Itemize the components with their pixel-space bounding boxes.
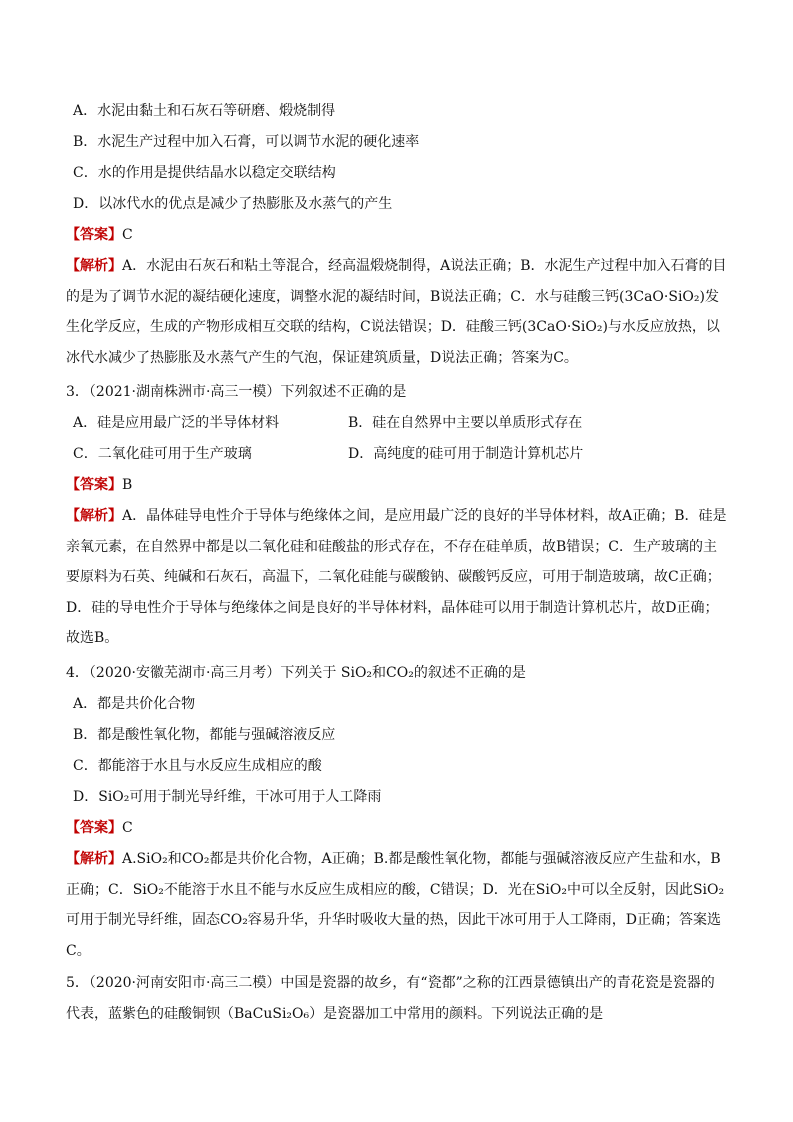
q2-answer-line bbox=[66, 225, 726, 245]
q2-option-d: D．以冰代水的优点是减少了热膨胀及水蒸气的产生 bbox=[73, 196, 393, 212]
q3-option-a: A．硅是应用最广泛的半导体材料 bbox=[73, 415, 280, 431]
q3-analysis-text: A．晶体硅导电性介于导体与绝缘体之间，是应用最广泛的良好的半导体材料，故A正确；B．硅是亲氧元素，在自然界中都是以二氧化硅和硅酸盐的形式存在，不存在硅单质，故B错误；C．生产玻璃的主要原料为石英、纯碱和石灰石，高温下，二氧化硅能与碳酸钠、碳酸钙反应，可用于制造玻璃，故C正确；D．硅的导电性介于导体与绝缘体之间是良好的半导体材料，晶体硅可以用于制造计算机芯片，故D正确；故选B。 bbox=[66, 508, 727, 646]
q4-option-c: C．都能溶于水且与水反应生成相应的酸 bbox=[73, 758, 322, 774]
q4-answer-line bbox=[66, 818, 726, 838]
analysis-tag: 【解析】 bbox=[66, 258, 122, 274]
answer-tag: 【答案】 bbox=[66, 477, 122, 493]
q3-option-d: D．高纯度的硅可用于制造计算机芯片 bbox=[348, 446, 584, 462]
answer-tag: 【答案】 bbox=[66, 227, 122, 243]
q2-analysis-text: A．水泥由石灰石和粘土等混合，经高温煅烧制得，A说法正确；B．水泥生产过程中加入石膏的目的是为了调节水泥的凝结硬化速度，调整水泥的凝结时间，B说法正确；C．水与硅酸三钙(3CaO·SiO₂)发生化学反应，生成的产物形成相互交联的结构，C说法错误；D．硅酸三钙(3CaO·SiO₂)与水反应放热，以冰代水减少了热膨胀及水蒸气产生的气泡，保证建筑质量，D说法正确；答案为C。 bbox=[66, 258, 727, 366]
q2-option-b: B．水泥生产过程中加入石膏，可以调节水泥的硬化速率 bbox=[73, 134, 420, 150]
q4-analysis-text: A.SiO₂和CO₂都是共价化合物，A正确；B.都是酸性氧化物，都能与强碱溶液反应产生盐和水，B正确；C．SiO₂不能溶于水且不能与水反应生成相应的酸，C错误；D．光在SiO₂中可以全反射，因此SiO₂可用于制光导纤维，固态CO₂容易升华，升华时吸收大量的热，因此干冰可用于人工降雨，D正确；答案选C。 bbox=[66, 851, 725, 959]
q2-analysis bbox=[66, 251, 728, 373]
q3-option-b: B．硅在自然界中主要以单质形式存在 bbox=[348, 415, 583, 431]
answer-tag: 【答案】 bbox=[66, 820, 122, 836]
analysis-tag: 【解析】 bbox=[66, 851, 122, 867]
analysis-tag: 【解析】 bbox=[66, 508, 122, 524]
q4-option-d: D．SiO₂可用于制光导纤维，干冰可用于人工降雨 bbox=[73, 789, 382, 805]
q3-analysis bbox=[66, 501, 728, 654]
q2-option-a: A．水泥由黏土和石灰石等研磨、煅烧制得 bbox=[73, 103, 336, 119]
q4-answer: C bbox=[122, 820, 133, 836]
q3-answer: B bbox=[122, 477, 133, 493]
q3-answer-line bbox=[66, 475, 726, 495]
q2-answer: C bbox=[122, 227, 133, 243]
q4-option-a: A．都是共价化合物 bbox=[73, 696, 196, 712]
q3-stem: 3．（2021·湖南株洲市·高三一模）下列叙述不正确的是 bbox=[66, 384, 407, 400]
q3-option-c: C．二氧化硅可用于生产玻璃 bbox=[73, 446, 252, 462]
q2-option-c: C．水的作用是提供结晶水以稳定交联结构 bbox=[73, 165, 336, 181]
q4-analysis bbox=[66, 844, 728, 966]
q4-stem: 4．（2020·安徽芜湖市·高三月考）下列关于 SiO₂和CO₂的叙述不正确的是 bbox=[66, 665, 526, 681]
q4-option-b: B．都是酸性氧化物，都能与强碱溶液反应 bbox=[73, 727, 336, 743]
q5-stem: 5．（2020·河南安阳市·高三二模）中国是瓷器的故乡，有“瓷都”之称的江西景德镇出产的青花瓷是瓷器的代表，蓝紫色的硅酸铜钡（BaCuSi₂O₆）是瓷器加工中常用的颜料。下列说法正确的是 bbox=[66, 975, 715, 1022]
